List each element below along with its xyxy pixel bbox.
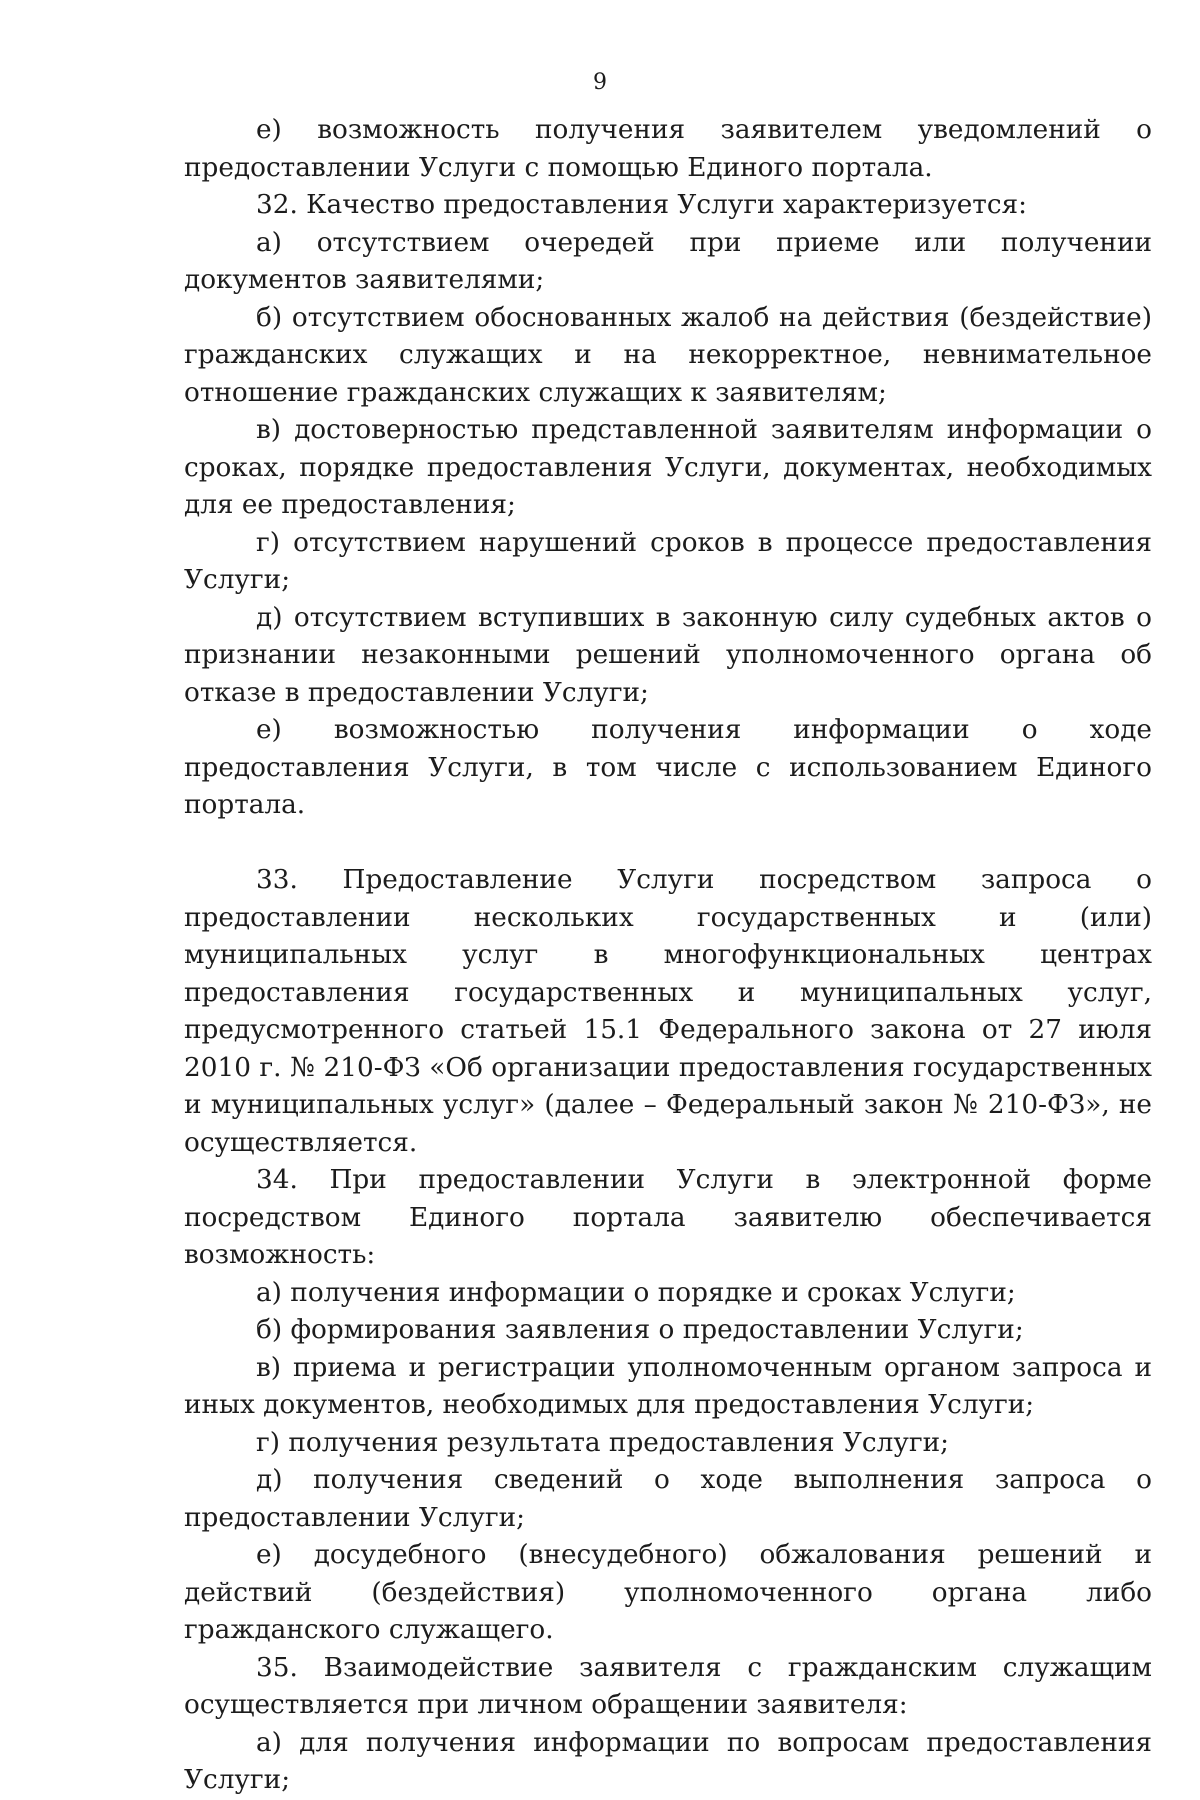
paragraph-34g: г) получения результата предоставления Услуги; <box>256 1427 949 1458</box>
paragraph-32a: а) отсутствием очередей при приеме или получении документов заявителями; <box>184 227 1152 295</box>
document-body <box>184 112 1152 1800</box>
paragraph-31e: е) возможность получения заявителем уведомлений о предоставлении Услуги с помощью Единого портала. <box>184 115 1152 183</box>
paragraph-34a: а) получения информации о порядке и сроках Услуги; <box>256 1277 1016 1308</box>
paragraph-32b: б) отсутствием обоснованных жалоб на действия (бездействие) гражданских служащих и на некорректное, невнимательное отношение гражданских служащих к заявителям; <box>184 302 1152 408</box>
paragraph-32g: г) отсутствием нарушений сроков в процессе предоставления Услуги; <box>184 527 1152 595</box>
paragraph-32d: д) отсутствием вступивших в законную силу судебных актов о признании незаконными решений уполномоченного органа об отказе в предоставлении Услуги; <box>184 602 1152 708</box>
page-number: 9 <box>593 70 607 95</box>
paragraph-34d: д) получения сведений о ходе выполнения запроса о предоставлении Услуги; <box>184 1465 1152 1533</box>
paragraph-33: 33. Предоставление Услуги посредством запроса о предоставлении нескольких государственных и (или) муниципальных услуг в многофункциональных центрах предоставления государственных и муниципальных услуг, предусмотренного статьей 15.1 Федерального закона от 27 июля 2010 г. № 210-ФЗ «Об организации предоставления государственных и муниципальных услуг» (далее – Федеральный закон № 210-ФЗ», не осуществляется. <box>184 865 1152 1158</box>
paragraph-34v: в) приема и регистрации уполномоченным органом запроса и иных документов, необходимых для предоставления Услуги; <box>184 1352 1152 1420</box>
paragraph-34b: б) формирования заявления о предоставлении Услуги; <box>256 1315 1024 1345</box>
paragraph-35a: а) для получения информации по вопросам предоставления Услуги; <box>184 1727 1152 1795</box>
paragraph-34: 34. При предоставлении Услуги в электронной форме посредством Единого портала заявителю обеспечивается возможность: <box>184 1165 1152 1270</box>
paragraph-32e: е) возможностью получения информации о ходе предоставления Услуги, в том числе с использованием Единого портала. <box>184 715 1152 820</box>
paragraph-32: 32. Качество предоставления Услуги характеризуется: <box>256 190 1028 220</box>
paragraph-34e: е) досудебного (внесудебного) обжалования решений и действий (бездействия) уполномоченного органа либо гражданского служащего. <box>184 1540 1152 1645</box>
paragraph-32v: в) достоверностью представленной заявителям информации о сроках, порядке предоставления Услуги, документах, необходимых для ее предоставления; <box>184 415 1152 520</box>
paragraph-35: 35. Взаимодействие заявителя с гражданским служащим осуществляется при личном обращении заявителя: <box>184 1652 1152 1720</box>
